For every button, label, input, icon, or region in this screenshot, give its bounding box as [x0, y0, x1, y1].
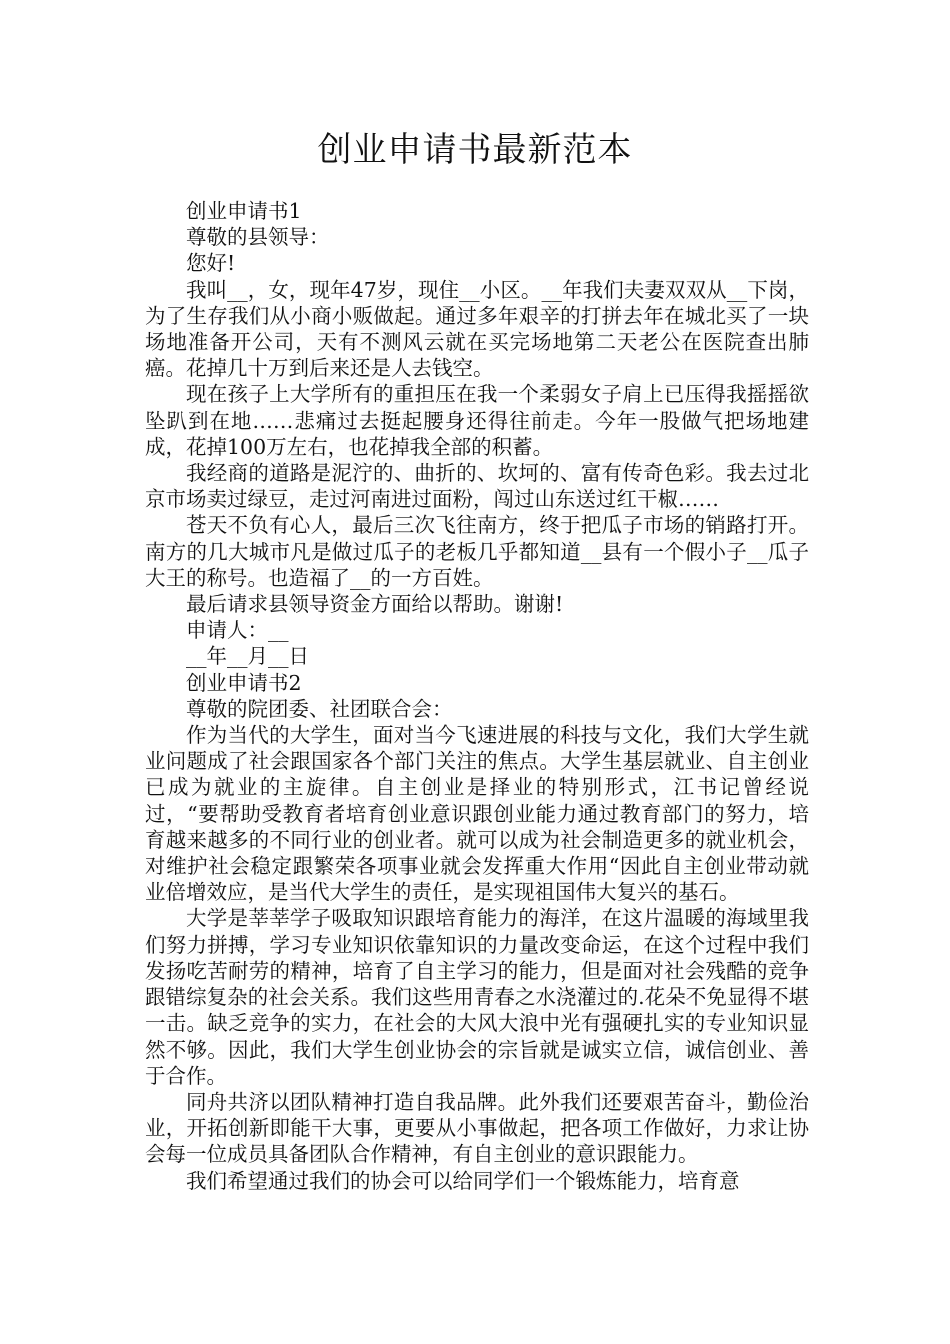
date-line: __年__月__日 [186, 644, 309, 669]
body-paragraph: 作为当代的大学生，面对当今飞速进展的科技与文化，我们大学生就业问题成了社会跟国家各个部门关注的焦点。大学生基层就业、自主创业已成为就业的主旋律。自主创业是择业的特别形式，江书记曾经说过，“要帮助受教育者培育创业意识跟创业能力通过教育部门的努力，培育越来越多的不同行业的创业者。就可以成为社会制造更多的就业机会，对维护社会稳定跟繁荣各项事业就会发挥重大作用“因此自主创业带动就业倍增效应，是当代大学生的责任，是实现祖国伟大复兴的基石。 [145, 723, 809, 905]
body-paragraph: 我经商的道路是泥泞的、曲折的、坎坷的、富有传奇色彩。我去过北京市场卖过绿豆，走过河南进过面粉，闯过山东送过红干椒…… [145, 461, 809, 512]
page-title: 创业申请书最新范本 [317, 130, 633, 170]
body-paragraph: 同舟共济以团队精神打造自我品牌。此外我们还要艰苦奋斗，勤俭治业，开拓创新即能干大事，更要从小事做起，把各项工作做好，力求让协会每一位成员具备团队合作精神，有自主创业的意识跟能力。 [145, 1089, 809, 1167]
body-paragraph: 大学是莘莘学子吸取知识跟培育能力的海洋，在这片温暖的海域里我们努力拼搏，学习专业知识依靠知识的力量改变命运，在这个过程中我们发扬吃苦耐劳的精神，培育了自主学习的能力，但是面对社会残酷的竞争跟错综复杂的社会关系。我们这些用青春之水浇灌过的.花朵不免显得不堪一击。缺乏竞争的实力，在社会的大风大浪中光有强硬扎实的专业知识显然不够。因此，我们大学生创业协会的宗旨就是诚实立信，诚信创业、善于合作。 [145, 906, 809, 1088]
section-heading: 创业申请书2 [186, 670, 302, 695]
document-body [145, 198, 809, 1194]
body-paragraph: 我叫__，女，现年47岁，现住__小区。__年我们夫妻双双从__下岗，为了生存我们从小商小贩做起。通过多年艰辛的打拼去年在城北买了一块场地准备开公司，天有不测风云就在买完场地第二天老公在医院查出肺癌。花掉几十万到后来还是人去钱空。 [145, 277, 809, 381]
body-paragraph: 我们希望通过我们的协会可以给同学们一个锻炼能力，培育意 [186, 1168, 740, 1193]
body-paragraph: 现在孩子上大学所有的重担压在我一个柔弱女子肩上已压得我摇摇欲坠趴到在地……悲痛过去挺起腰身还得往前走。今年一股做气把场地建成，花掉100万左右，也花掉我全部的积蓄。 [145, 382, 809, 459]
salutation: 尊敬的院团委、社团联合会： [186, 696, 453, 721]
section-heading: 创业申请书1 [186, 199, 302, 223]
body-paragraph: 最后请求县领导资金方面给以帮助。谢谢! [186, 592, 564, 617]
signature-line: 申请人：__ [186, 618, 289, 643]
body-paragraph: 苍天不负有心人，最后三次飞往南方，终于把瓜子市场的销路打开。南方的几大城市凡是做过瓜子的老板几乎都知道__县有一个假小子__瓜子大王的称号。也造福了__的一方百姓。 [145, 513, 809, 590]
salutation: 尊敬的县领导： [186, 225, 330, 250]
greeting: 您好! [186, 251, 236, 276]
